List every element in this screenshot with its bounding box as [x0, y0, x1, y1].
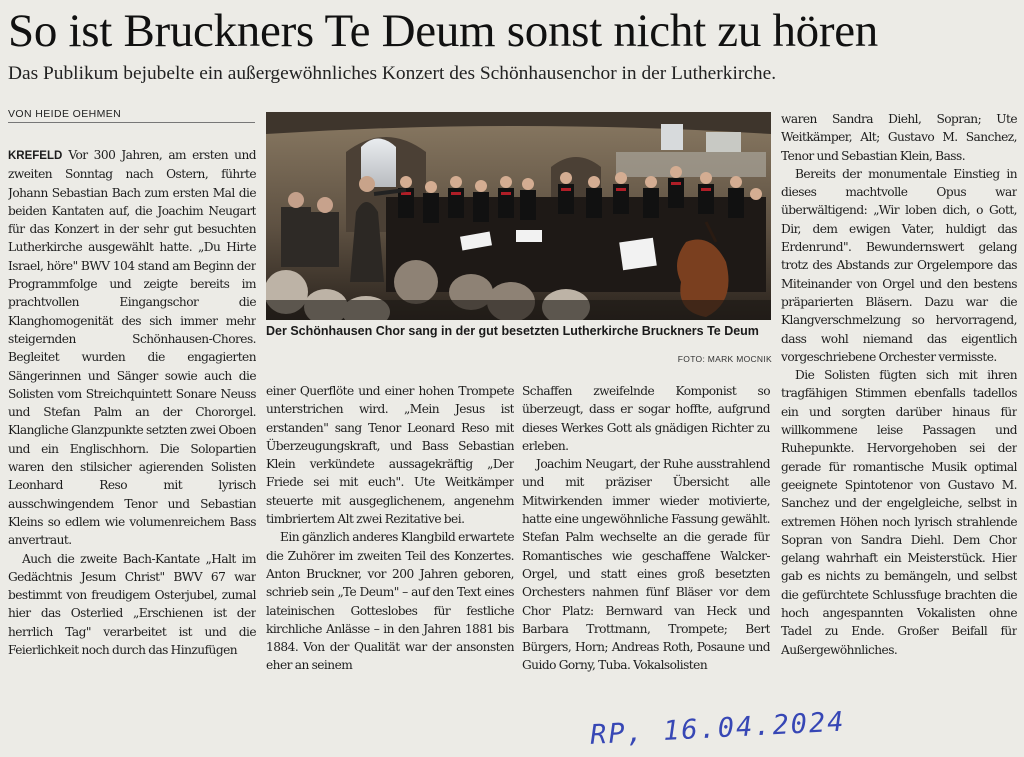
- paragraph-text: Vor 300 Jahren, am ersten und zweiten Sonntag nach Ostern, führte Johann Sebastian Bach zum ersten Mal die beiden Kantaten auf, die Joachim Neugart für das Konzert in der sehr gut besuchten Lutherkirche ausgewählt hatte. „Du Hirte Israel, höre" BWV 104 stand am Beginn der Programmfolge und zeigte bereits im prachtvollen Eingangschor die Klanghomogenität des sich immer mehr steigernden Schönhausen-Chores. Begleitet wurden die engagierten Sängerinnen und Sänger sowie auch die Solisten vom Streichquintett Sonare Neuss und Stefan Palm an der Chororgel. Klangliche Glanzpunkte setzten zwei Oboen und ein Englischhorn. Die Solopartien waren den stilsicher agierenden Solisten Leonhard Reso mit lyrisch ausschwingendem Tenor und Sebastian Kleins so edlem wie volumenreichem Bass anvertraut.: [8, 148, 256, 548]
- subheadline: Das Publikum bejubelte ein außergewöhnliches Konzert des Schönhausenchor in der Lutherkirche.: [8, 63, 777, 84]
- article-column-2: [266, 382, 514, 706]
- handwritten-date-note: RP, 16.04.2024: [589, 706, 847, 751]
- byline: VON HEIDE OEHMEN: [8, 108, 255, 123]
- photo-credit: FOTO: MARK MOCNIK: [677, 354, 772, 364]
- concert-photo: [266, 112, 771, 320]
- headline: So ist Bruckners Te Deum sonst nicht zu hören: [8, 5, 878, 57]
- concert-photo-illustration: [266, 112, 771, 320]
- paragraph: einer Querflöte und einer hohen Trompete unterstrichen wird. „Mein Jesus ist erstanden" sang Tenor Leonard Reso mit Überzeugungskraft, und Bass Sebastian Klein verkündete aussagekräftig „Der Friede sei mit euch". Ute Weitkämper steuerte mit ausgeglichenem, angenehm timbriertem Alt zwei Rezitative bei.: [266, 384, 514, 527]
- paragraph: Bereits der monumentale Einstieg in dieses machtvolle Opus war überwältigend: „Wir loben dich, o Gott, Dir, dem ewigen Vater, huldigt das Erdenrund". Bewundernswert gelang trotz des Abstands zur Orgelempore das Miteinander von Orgel und den bestens präparierten Bläsern. Dazu war die Klangverschmelzung so hervorragend, dass wohl niemand das eigentlich vorgeschriebene Orchester vermisste.: [781, 166, 1017, 364]
- paragraph: waren Sandra Diehl, Sopran; Ute Weitkämper, Alt; Gustavo M. Sanchez, Tenor und Sebastian Klein, Bass.: [781, 112, 1017, 163]
- dateline: KREFELD: [8, 150, 63, 162]
- paragraph: [8, 146, 256, 550]
- article-column-4: [781, 110, 1017, 706]
- article-column-3: [522, 382, 770, 706]
- paragraph: Schaffen zweifelnde Komponist so überzeugt, dass er sogar hoffte, aufgrund dieses Werkes Gott als gnädigen Richter zu erleben.: [522, 384, 770, 453]
- article-column-1: [8, 146, 256, 706]
- photo-caption: Der Schönhausen Chor sang in der gut besetzten Lutherkirche Bruckners Te Deum: [266, 324, 759, 338]
- paragraph: Joachim Neugart, der Ruhe ausstrahlend und mit präziser Übersicht alle Mitwirkenden immer wieder motivierte, hatte eine ungewöhnliche Fassung gewählt. Stefan Palm wechselte an die gerade für Romantisches wie geschaffene Walcker-Orgel, und statt eines groß besetzten Orchesters nahmen fünf Bläser vor dem Chor Platz: Bernward van Heck und Barbara Trottmann, Trompete; Bert Bürgers, Horn; Andreas Roth, Posaune und Guido Gorny, Tuba. Vokalsolisten: [522, 457, 770, 673]
- paragraph: Ein gänzlich anderes Klangbild erwartete die Zuhörer im zweiten Teil des Konzertes. Anton Bruckner, vor 200 Jahren geboren, schrieb sein „Te Deum" – auf den Text eines lateinischen Gotteslobes für festliche kirchliche Anlässe – in den Jahren 1881 bis 1884. Von der Qualität war der ansonsten eher an seinem: [266, 530, 514, 673]
- paragraph: Auch die zweite Bach-Kantate „Halt im Gedächtnis Jesum Christ" BWV 67 war bestimmt von freudigem Osterjubel, zumal hier das Osterlied „Erschienen ist der herrlich Tag" verarbeitet ist und die Feierlichkeit noch durch das Hinzufügen: [8, 551, 256, 658]
- paragraph: Die Solisten fügten sich mit ihren tragfähigen Stimmen ebenfalls tadellos ein und sorgten darüber hinaus für willkommene leise Passagen und Ruhepunkte. Hervorgehoben sei der gerade für romantische Musik optimal geeignete Spintotenor von Gustavo M. Sanchez und der engelgleiche, selbst in extremen Höhen noch lyrisch strahlende Sopran von Sandra Diehl. Dem Chor gelang wahrhaft ein Meisterstück. Hier gab es nichts zu bemängeln, und selbst die gefürchtete Schlussfuge brachten die hoch angespannten Vokalisten ohne Tadel zu Ende. Großer Beifall für Außergewöhnliches.: [781, 368, 1017, 657]
